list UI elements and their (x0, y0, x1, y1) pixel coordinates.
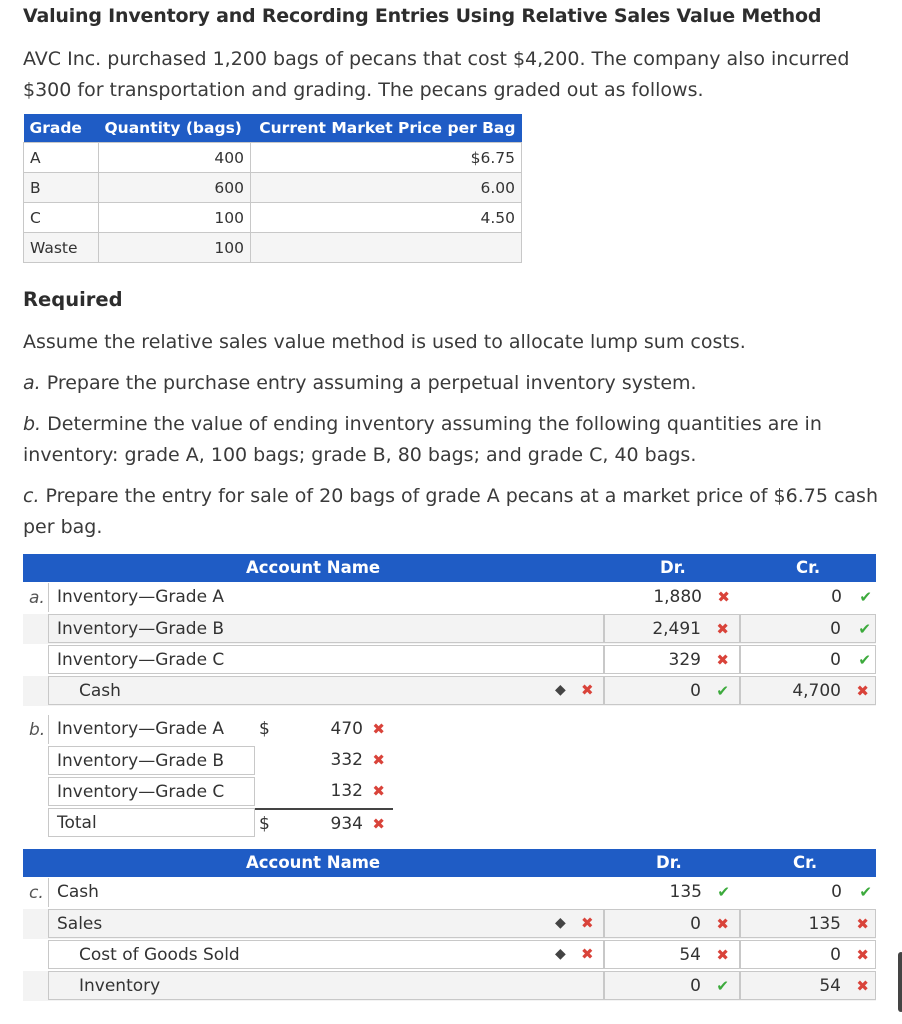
credit-field[interactable] (740, 614, 876, 643)
debit-field[interactable] (604, 971, 740, 1000)
table-row (24, 143, 522, 173)
cross-icon: ✖ (716, 946, 729, 964)
debit-field[interactable] (604, 645, 740, 674)
credit-value: 4,700 (792, 681, 841, 701)
part-b-prefix: b. (23, 413, 42, 435)
credit-field[interactable] (740, 645, 876, 674)
account-field[interactable]: Inventory—Grade A (48, 583, 604, 612)
debit-value: 0 (690, 914, 701, 934)
journal-row (23, 676, 876, 706)
journal-row (23, 971, 876, 1001)
table-row (24, 233, 522, 263)
debit-field[interactable] (604, 878, 740, 907)
part-a-text: Prepare the purchase entry assuming a perpetual inventory system. (40, 372, 697, 394)
cross-icon: ✖ (716, 915, 729, 933)
account-field[interactable]: Cash (48, 878, 604, 907)
part-b-total-value: 934 (330, 814, 363, 834)
check-icon: ✔ (859, 883, 872, 901)
currency-sign: $ (259, 719, 270, 739)
part-b-value: 132 (330, 781, 363, 801)
check-icon: ✔ (858, 620, 871, 638)
debit-field[interactable] (604, 909, 740, 938)
grade-table-header (24, 114, 522, 143)
check-icon: ✔ (716, 977, 729, 995)
cross-icon: ✖ (372, 815, 385, 833)
credit-value: 0 (831, 587, 842, 607)
part-b-row (23, 746, 876, 776)
quantity-cell: 100 (99, 233, 251, 263)
check-icon: ✔ (859, 588, 872, 606)
check-icon: ✔ (717, 883, 730, 901)
price-cell (251, 233, 522, 263)
problem-title: Valuing Inventory and Recording Entries Using Relative Sales Value Method (23, 5, 822, 27)
up-down-arrows-icon[interactable]: ◆ (555, 946, 566, 962)
journal-row (23, 614, 876, 644)
credit-value: 0 (830, 650, 841, 670)
account-field[interactable]: Cost of Goods Sold (48, 940, 604, 969)
cross-icon: ✖ (856, 915, 869, 933)
debit-value: 1,880 (653, 587, 702, 607)
journal-row (23, 940, 876, 970)
scrollbar-handle[interactable] (898, 952, 902, 1012)
currency-sign: $ (259, 814, 270, 834)
cross-icon: ✖ (581, 681, 594, 699)
part-b-name: Inventory—Grade A (48, 715, 255, 744)
debit-value: 0 (690, 976, 701, 996)
credit-field[interactable] (740, 971, 876, 1000)
part-b-value-field[interactable] (255, 777, 393, 806)
account-field[interactable]: Inventory—Grade B (48, 614, 604, 643)
quantity-cell: 100 (99, 203, 251, 233)
quantity-cell: 600 (99, 173, 251, 203)
price-cell: 6.00 (251, 173, 522, 203)
up-down-arrows-icon[interactable]: ◆ (555, 915, 566, 931)
grade-table (23, 114, 522, 263)
credit-field[interactable] (740, 583, 876, 612)
required-intro: Assume the relative sales value method is used to allocate lump sum costs. (23, 331, 746, 353)
part-a-prefix: a. (23, 372, 41, 394)
cross-icon: ✖ (717, 588, 730, 606)
cross-icon: ✖ (581, 914, 594, 932)
journal-row (23, 645, 876, 675)
header-grade: Grade (24, 114, 99, 143)
account-field[interactable]: Inventory—Grade C (48, 645, 604, 674)
account-field[interactable]: Cash (48, 676, 604, 705)
check-icon: ✔ (858, 651, 871, 669)
part-b-row (23, 715, 876, 745)
problem-intro: AVC Inc. purchased 1,200 bags of pecans that cost $4,200. The company also incurred $300 for transportation and grading. The pecans graded out as follows. (23, 48, 850, 101)
credit-field[interactable] (740, 676, 876, 705)
grade-cell: B (24, 173, 99, 203)
debit-field[interactable] (604, 614, 740, 643)
debit-value: 2,491 (652, 619, 701, 639)
part-b-value-field[interactable] (255, 746, 393, 775)
table-row (24, 173, 522, 203)
credit-field[interactable] (740, 909, 876, 938)
debit-header: Dr. (660, 558, 686, 577)
part-b-name: Inventory—Grade B (48, 746, 255, 775)
credit-value: 0 (830, 945, 841, 965)
cross-icon: ✖ (372, 751, 385, 769)
part-b-row (23, 777, 876, 807)
journal-row (23, 583, 876, 613)
journal-a-header (23, 554, 876, 582)
debit-value: 0 (690, 681, 701, 701)
up-down-arrows-icon[interactable]: ◆ (555, 682, 566, 698)
part-c-prefix: c. (23, 485, 40, 507)
cross-icon: ✖ (372, 782, 385, 800)
part-a-instruction (23, 368, 893, 399)
account-field[interactable]: Inventory (48, 971, 604, 1000)
price-cell: 4.50 (251, 203, 522, 233)
part-b-total-field[interactable] (255, 808, 393, 837)
check-icon: ✔ (716, 682, 729, 700)
part-a-label: a. (29, 588, 45, 608)
part-c-instruction (23, 481, 893, 543)
journal-row (23, 909, 876, 939)
grade-cell: C (24, 203, 99, 233)
price-cell: $6.75 (251, 143, 522, 173)
account-name-header: Account Name (246, 558, 381, 577)
cross-icon: ✖ (716, 620, 729, 638)
credit-header: Cr. (793, 853, 818, 872)
part-b-total-label: Total (48, 808, 255, 837)
cross-icon: ✖ (856, 977, 869, 995)
table-row (24, 203, 522, 233)
credit-value: 135 (808, 914, 841, 934)
credit-value: 0 (830, 619, 841, 639)
account-field[interactable]: Sales (48, 909, 604, 938)
journal-row (23, 878, 876, 908)
part-b-name: Inventory—Grade C (48, 777, 255, 806)
debit-field[interactable] (604, 583, 740, 612)
cross-icon: ✖ (856, 946, 869, 964)
debit-value: 135 (669, 882, 702, 902)
grade-cell: A (24, 143, 99, 173)
part-b-instruction (23, 409, 893, 471)
cross-icon: ✖ (372, 720, 385, 738)
credit-field[interactable] (740, 940, 876, 969)
part-c-label: c. (29, 883, 44, 903)
journal-c-header (23, 849, 876, 877)
credit-value: 54 (819, 976, 841, 996)
credit-value: 0 (831, 882, 842, 902)
credit-header: Cr. (796, 558, 821, 577)
grade-cell: Waste (24, 233, 99, 263)
part-b-total-row (23, 808, 876, 838)
part-c-text: Prepare the entry for sale of 20 bags of grade A pecans at a market price of $6.75 cash per bag. (23, 485, 878, 538)
debit-header: Dr. (656, 853, 682, 872)
part-b-label: b. (29, 720, 46, 740)
quantity-cell: 400 (99, 143, 251, 173)
cross-icon: ✖ (581, 945, 594, 963)
part-b-value-field[interactable] (255, 715, 393, 744)
debit-value: 54 (679, 945, 701, 965)
debit-field[interactable] (604, 676, 740, 705)
account-name-header: Account Name (246, 853, 381, 872)
required-heading: Required (23, 288, 123, 311)
part-b-text: Determine the value of ending inventory assuming the following quantities are in inventory: grade A, 100 bags; grade B, 80 bags; and grade C, 40 bags. (23, 413, 822, 466)
credit-field[interactable] (740, 878, 876, 907)
header-quantity: Quantity (bags) (99, 114, 251, 143)
cross-icon: ✖ (716, 651, 729, 669)
part-b-value: 470 (330, 719, 363, 739)
part-b-value: 332 (330, 750, 363, 770)
debit-field[interactable] (604, 940, 740, 969)
debit-value: 329 (668, 650, 701, 670)
cross-icon: ✖ (856, 682, 869, 700)
header-price: Current Market Price per Bag (251, 114, 522, 143)
